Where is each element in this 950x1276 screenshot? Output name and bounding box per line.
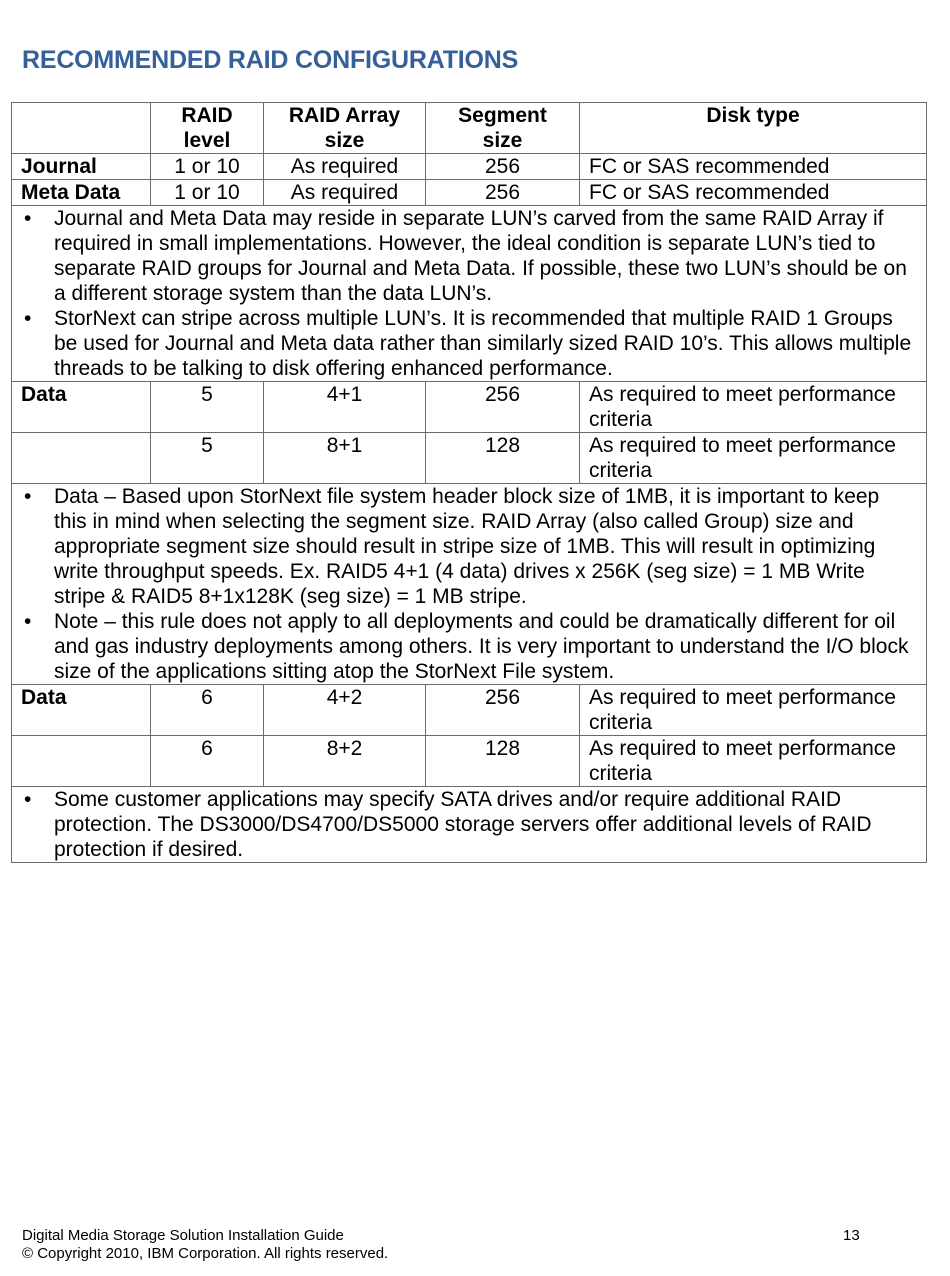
segment-size-cell: 256 xyxy=(426,154,580,180)
notes-cell xyxy=(12,206,927,382)
raid-level-cell: 5 xyxy=(151,382,264,433)
array-size-cell: 8+2 xyxy=(264,736,426,787)
notes-list xyxy=(21,206,917,381)
note-text: Data – Based upon StorNext file system header block size of 1MB, it is important to keep this in mind when selecting the segment size. RAID Array (also called Group) size and appropriate segment size should result in stripe size of 1MB. This will result in optimizing write throughput speeds. Ex. RAID5 4+1 (4 data) drives x 256K (seg size) = 1 MB Write stripe & RAID5 8+1x128K (seg size) = 1 MB stripe. xyxy=(54,485,880,608)
page-number: 13 xyxy=(843,1227,860,1244)
header-segment-size-line1: Segment xyxy=(458,104,547,127)
raid-level-cell: 6 xyxy=(151,685,264,736)
array-size-cell: 4+2 xyxy=(264,685,426,736)
header-disk-type: Disk type xyxy=(580,103,927,154)
row-label xyxy=(12,433,151,484)
row-label xyxy=(12,736,151,787)
note-text: Journal and Meta Data may reside in separate LUN’s carved from the same RAID Array if required in small implementations. However, the ideal condition is separate LUN’s tied to separate RAID groups for Journal and Meta Data. If possible, these two LUN’s should be on a different storage system than the data LUN’s. xyxy=(54,207,907,305)
bullet-icon: • xyxy=(24,307,32,330)
header-array-size-line1: RAID Array xyxy=(288,104,401,127)
list-item xyxy=(21,787,917,862)
segment-size-cell: 256 xyxy=(426,685,580,736)
table-row xyxy=(12,382,927,433)
array-size-cell: As required xyxy=(264,154,426,180)
raid-level-cell: 1 or 10 xyxy=(151,180,264,206)
table-row xyxy=(12,154,927,180)
header-empty xyxy=(12,103,151,154)
raid-level-cell: 1 or 10 xyxy=(151,154,264,180)
header-raid-level-line1: RAID xyxy=(181,104,233,127)
list-item xyxy=(21,306,917,381)
disk-type-cell: As required to meet performance criteria xyxy=(580,736,927,787)
note-text: StorNext can stripe across multiple LUN’s. It is recommended that multiple RAID 1 Groups be used for Journal and Meta data rather than similarly sized RAID 10’s. This allows multiple threads to be talking to disk offering enhanced performance. xyxy=(54,307,912,380)
page-footer xyxy=(22,1227,388,1263)
header-array-size xyxy=(264,103,426,154)
array-size-cell: 4+1 xyxy=(264,382,426,433)
notes-cell xyxy=(12,484,927,685)
footer-title: Digital Media Storage Solution Installation Guide xyxy=(22,1227,344,1244)
header-segment-size xyxy=(426,103,580,154)
table-row xyxy=(12,736,927,787)
raid-level-cell: 6 xyxy=(151,736,264,787)
bullet-icon: • xyxy=(24,207,32,230)
table-row xyxy=(12,685,927,736)
list-item xyxy=(21,206,917,306)
notes-cell xyxy=(12,787,927,863)
segment-size-cell: 256 xyxy=(426,382,580,433)
table-row xyxy=(12,180,927,206)
header-raid-level-line2: level xyxy=(183,129,231,152)
table-header-row xyxy=(12,103,927,154)
disk-type-cell: FC or SAS recommended xyxy=(580,180,927,206)
disk-type-cell: As required to meet performance criteria xyxy=(580,433,927,484)
page-title: RECOMMENDED RAID CONFIGURATIONS xyxy=(22,46,519,74)
note-text: Some customer applications may specify SATA drives and/or require additional RAID protection. The DS3000/DS4700/DS5000 storage servers offer additional levels of RAID protection if desired. xyxy=(54,788,872,861)
disk-type-cell: As required to meet performance criteria xyxy=(580,382,927,433)
notes-row xyxy=(12,484,927,685)
header-raid-level xyxy=(151,103,264,154)
row-label: Journal xyxy=(12,154,151,180)
notes-row xyxy=(12,206,927,382)
segment-size-cell: 256 xyxy=(426,180,580,206)
row-label: Data xyxy=(12,382,151,433)
raid-level-cell: 5 xyxy=(151,433,264,484)
table-row xyxy=(12,433,927,484)
array-size-cell: As required xyxy=(264,180,426,206)
raid-config-table xyxy=(11,102,927,863)
array-size-cell: 8+1 xyxy=(264,433,426,484)
list-item xyxy=(21,484,917,609)
row-label: Data xyxy=(12,685,151,736)
segment-size-cell: 128 xyxy=(426,736,580,787)
notes-list xyxy=(21,787,917,862)
disk-type-cell: As required to meet performance criteria xyxy=(580,685,927,736)
notes-list xyxy=(21,484,917,684)
bullet-icon: • xyxy=(24,485,32,508)
header-segment-size-line2: size xyxy=(482,129,523,152)
header-array-size-line2: size xyxy=(324,129,365,152)
segment-size-cell: 128 xyxy=(426,433,580,484)
note-text: Note – this rule does not apply to all deployments and could be dramatically different for oil and gas industry deployments among others. It is very important to understand the I/O block size of the applications sitting atop the StorNext File system. xyxy=(54,610,909,683)
bullet-icon: • xyxy=(24,788,32,811)
row-label: Meta Data xyxy=(12,180,151,206)
notes-row xyxy=(12,787,927,863)
footer-copyright: © Copyright 2010, IBM Corporation. All rights reserved. xyxy=(22,1245,389,1262)
bullet-icon: • xyxy=(24,610,32,633)
list-item xyxy=(21,609,917,684)
disk-type-cell: FC or SAS recommended xyxy=(580,154,927,180)
